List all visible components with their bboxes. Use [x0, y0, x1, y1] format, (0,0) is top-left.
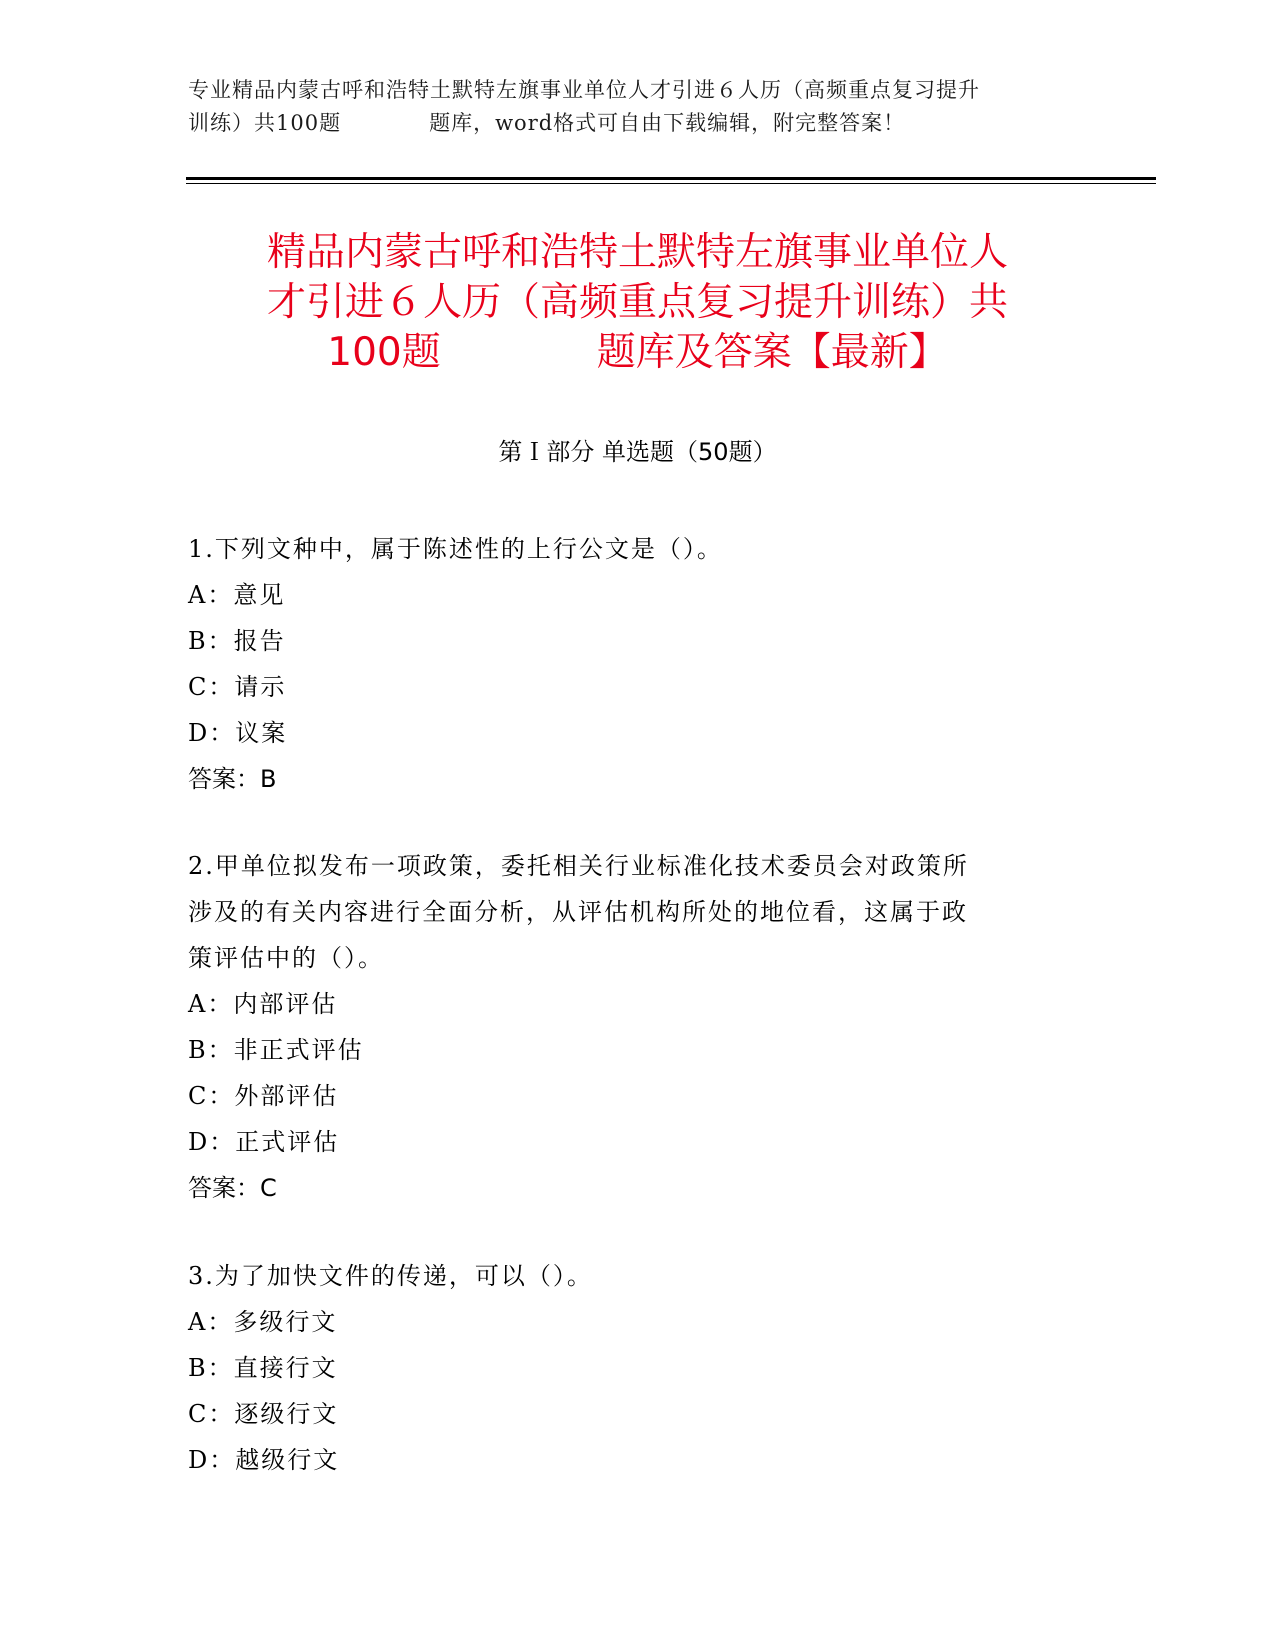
question-stem-line-2: 涉及的有关内容进行全面分析，从评估机构所处的地位看，这属于政 — [188, 898, 968, 926]
header-note-line-1: 专业精品内蒙古呼和浩特土默特左旗事业单位人才引进６人历（高频重点复习提升 — [188, 78, 980, 102]
option-c: C：逐级行文 — [188, 1400, 339, 1428]
option-c: C：请示 — [188, 673, 287, 701]
option-b: B：报告 — [188, 627, 286, 655]
question-stem: 3.为了加快文件的传递，可以（）。 — [188, 1262, 593, 1290]
header-divider-thin — [186, 183, 1156, 184]
title-line-3: 100题 题库及答案【最新】 — [327, 330, 948, 375]
header-note — [188, 74, 1088, 140]
question-stem: 1.下列文种中，属于陈述性的上行公文是（）。 — [188, 535, 723, 563]
section-heading: 第Ｉ部分 单选题（50题） — [498, 438, 777, 466]
option-d: D：越级行文 — [188, 1446, 340, 1474]
question-stem-line-1: 2.甲单位拟发布一项政策，委托相关行业标准化技术委员会对政策所 — [188, 852, 969, 880]
question-1 — [188, 526, 1068, 802]
option-a: A：意见 — [188, 581, 286, 609]
option-c: C：外部评估 — [188, 1082, 339, 1110]
option-a: A：内部评估 — [188, 990, 338, 1018]
option-a: A：多级行文 — [188, 1308, 338, 1336]
option-d: D：正式评估 — [188, 1128, 340, 1156]
header-divider-thick — [186, 177, 1156, 180]
question-stem-line-3: 策评估中的（）。 — [188, 944, 384, 972]
question-3 — [188, 1253, 1068, 1483]
document-title — [150, 228, 1125, 378]
answer: 答案：C — [188, 1174, 277, 1202]
title-line-2: 才引进６人历（高频重点复习提升训练）共 — [266, 280, 1008, 325]
option-b: B：直接行文 — [188, 1354, 338, 1382]
header-note-line-2: 训练）共100题 题库，word格式可自由下载编辑，附完整答案！ — [188, 111, 906, 135]
answer: 答案：B — [188, 765, 277, 793]
question-2 — [188, 843, 1068, 1211]
option-d: D：议案 — [188, 719, 288, 747]
option-b: B：非正式评估 — [188, 1036, 364, 1064]
title-line-1: 精品内蒙古呼和浩特土默特左旗事业单位人 — [266, 230, 1008, 275]
